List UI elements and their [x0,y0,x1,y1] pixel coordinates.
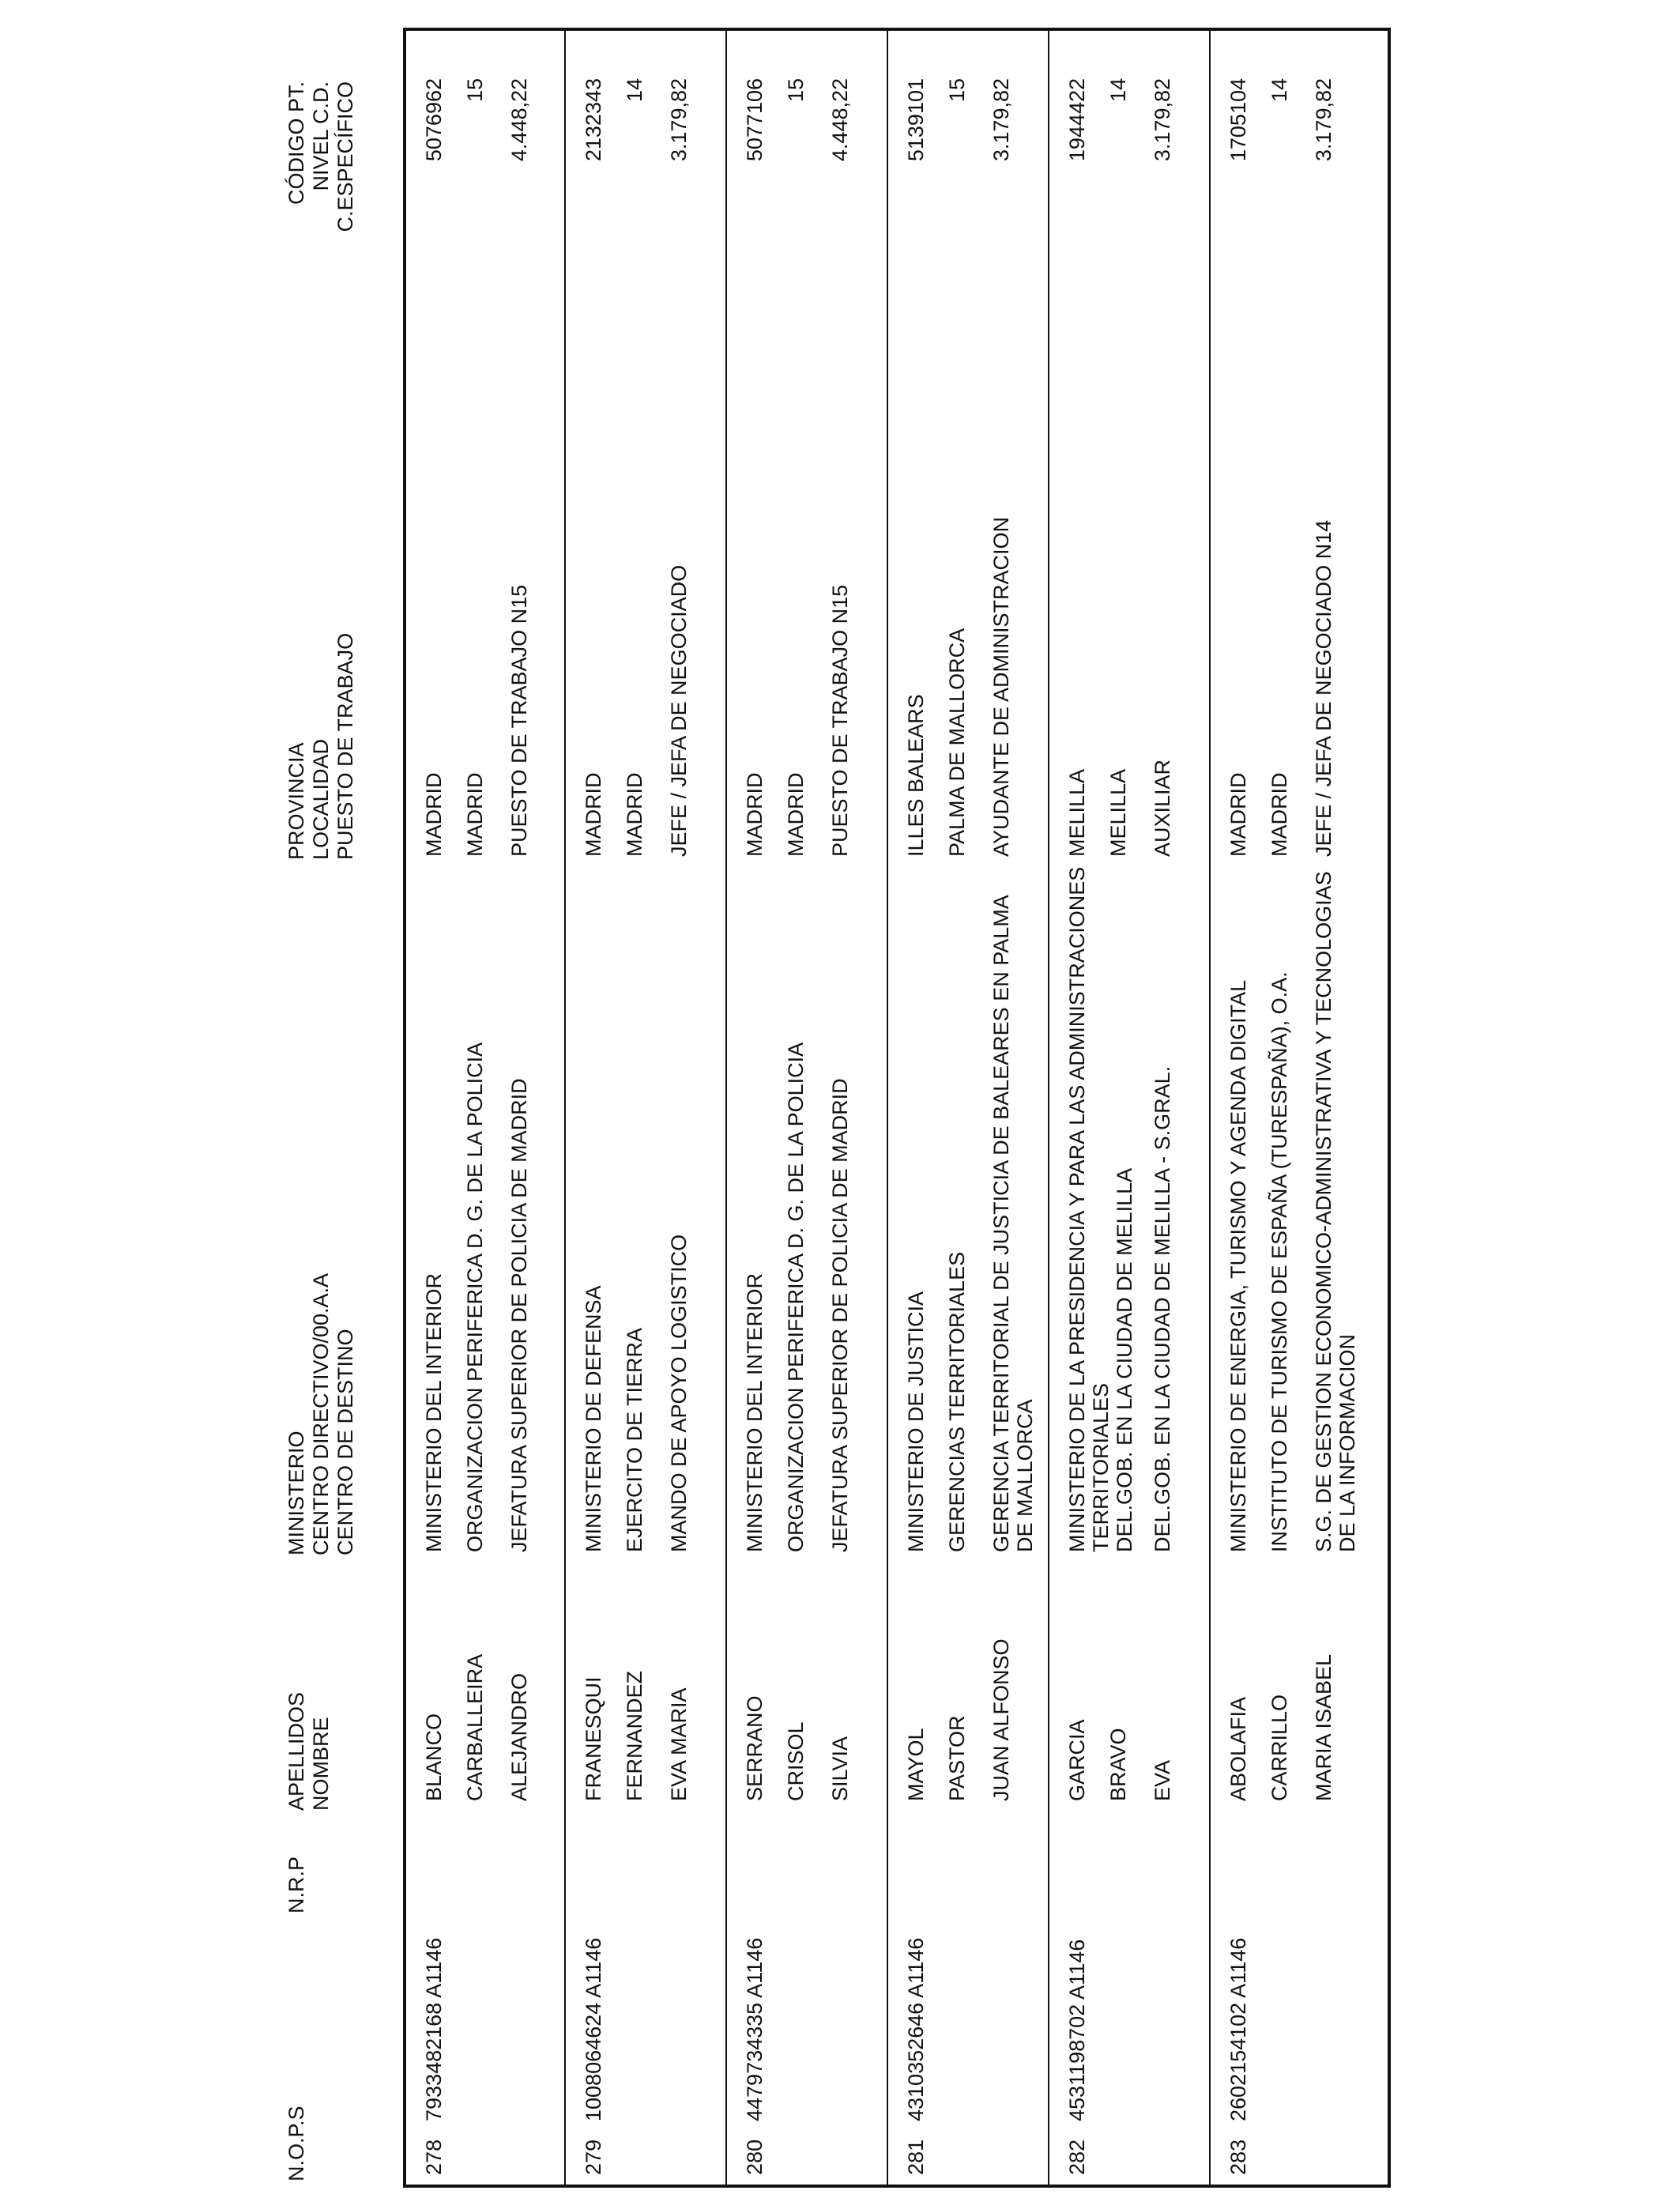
row-ministerio: MINISTERIO DEL INTERIOR [743,1272,767,1552]
row-ministerio: MINISTERIO DE JUSTICIA [904,1291,928,1552]
row-nombre: SILVIA [828,1736,852,1801]
row-centro-destino: GERENCIA TERRITORIAL DE JUSTICIA DE BALEARES EN PALMA DE MALLORCA [989,895,1037,1552]
row-centro-directivo: EJERCITO DE TIERRA [623,1327,646,1552]
row-apellido1: FRANESQUI [582,1676,605,1801]
header-nops [284,2105,309,2181]
row-localidad: PALMA DE MALLORCA [945,628,969,857]
row-provincia: MADRID [582,772,605,857]
row-especifico: 3.179,82 [989,78,1013,162]
row-nivel: 14 [1268,78,1291,103]
row-especifico: 3.179,82 [667,78,691,162]
row-especifico: 4.448,22 [828,78,852,162]
row-codigo: 5076962 [422,78,446,162]
row-ministerio: MINISTERIO DE ENERGIA, TURISMO Y AGENDA DIGITAL [1226,979,1250,1552]
header-codigo-label: CÓDIGO PT. [284,81,308,205]
row-especifico: 3.179,82 [1151,78,1174,162]
row-apellido1: MAYOL [904,1728,928,1801]
row-centro-directivo: GERENCIAS TERRITORIALES [945,1251,969,1552]
row-ministerio: MINISTERIO DE DEFENSA [582,1285,605,1552]
row-centro-destino: S.G. DE GESTION ECONOMICO-ADMINISTRATIVA Y TECNOLOGIAS DE LA INFORMACION [1312,871,1359,1552]
row-nops: 281 [904,2139,928,2175]
row-provincia: MADRID [1226,772,1250,857]
row-puesto: PUESTO DE TRABAJO N15 [507,584,531,857]
row-nrp: 2602154102 A1146 [1226,1937,1250,2121]
header-especifico-label: C.ESPECÍFICO [333,81,357,232]
row-centro-directivo: DEL.GOB. EN LA CIUDAD DE MELILLA [1113,1167,1136,1552]
row-localidad: MADRID [784,772,808,857]
header-nivel-label: NIVEL C.D. [309,81,333,191]
row-centro-destino: MANDO DE APOYO LOGISTICO [667,1234,691,1552]
row-nivel: 14 [623,78,646,103]
row-centro-directivo: ORGANIZACION PERIFERICA D. G. DE LA POLICIA [463,1042,487,1552]
row-puesto: JEFE / JEFA DE NEGOCIADO [667,564,691,857]
row-provincia: MADRID [422,772,446,857]
row-nrp: 1008064624 A1146 [582,1937,605,2121]
row-apellido2: BRAVO [1106,1728,1130,1801]
row-nivel: 15 [784,78,808,103]
row-puesto: PUESTO DE TRABAJO N15 [828,584,852,857]
row-puesto: AUXILIAR [1151,759,1174,857]
row-codigo: 1944422 [1065,78,1089,162]
row-apellido2: CRISOL [784,1721,808,1801]
table-row [1049,31,1207,2185]
row-apellido1: GARCIA [1065,1719,1089,1801]
row-nombre: EVA MARIA [667,1687,691,1801]
header-ministerio [284,1273,358,1555]
row-nombre: JUAN ALFONSO [989,1638,1013,1801]
row-especifico: 3.179,82 [1312,78,1335,162]
row-nops: 282 [1065,2139,1089,2175]
row-nivel: 15 [463,78,487,103]
header-nrp [284,1857,309,1913]
header-apellidos-label: APELLIDOS [284,1691,308,1811]
header-nops-label: N.O.P.S [284,2105,308,2181]
row-apellido1: BLANCO [422,1713,446,1801]
table-row [727,31,885,2185]
row-nrp: 7933482168 A1146 [422,1937,446,2121]
row-nops: 280 [743,2139,767,2175]
header-puesto-label: PUESTO DE TRABAJO [333,632,357,860]
table-row [1211,31,1384,2185]
row-codigo: 1705104 [1226,78,1250,162]
header-nrp-label: N.R.P [284,1856,308,1913]
row-provincia: MELILLA [1065,768,1089,857]
row-nrp: 4310352646 A1146 [904,1937,928,2121]
row-ministerio: MINISTERIO DEL INTERIOR [422,1272,446,1552]
row-apellido2: FERNANDEZ [623,1670,646,1801]
row-apellido2: PASTOR [945,1715,969,1801]
header-provincia [284,633,358,860]
data-table [403,28,1391,2188]
row-nivel: 14 [1106,78,1130,103]
row-localidad: MADRID [1268,772,1291,857]
row-nombre: MARIA ISABEL [1312,1653,1335,1801]
row-puesto: JEFE / JEFA DE NEGOCIADO N14 [1312,519,1335,857]
row-nombre: EVA [1151,1759,1174,1801]
row-nrp: 4479734335 A1146 [743,1937,767,2121]
row-codigo: 5077106 [743,78,767,162]
table-row [566,31,724,2185]
table-row [406,31,564,2185]
row-apellido1: SERRANO [743,1695,767,1801]
header-centro-destino-label: CENTRO DE DESTINO [333,1329,357,1555]
row-apellido2: CARRILLO [1268,1694,1291,1801]
row-nops: 279 [582,2139,605,2175]
row-ministerio: MINISTERIO DE LA PRESIDENCIA Y PARA LAS ADMINISTRACIONES TERRITORIALES [1065,866,1113,1552]
row-codigo: 2132343 [582,78,605,162]
row-especifico: 4.448,22 [507,78,531,162]
header-localidad-label: LOCALIDAD [309,738,333,860]
table-row [888,31,1046,2185]
row-centro-directivo: ORGANIZACION PERIFERICA D. G. DE LA POLICIA [784,1042,808,1552]
row-codigo: 5139101 [904,78,928,162]
header-ministerio-label: MINISTERIO [284,1431,308,1555]
row-centro-destino: JEFATURA SUPERIOR DE POLICIA DE MADRID [828,1078,852,1552]
header-codigo [284,81,358,266]
row-centro-destino: DEL.GOB. EN LA CIUDAD DE MELILLA - S.GRAL. [1151,1065,1174,1552]
row-puesto: AYUDANTE DE ADMINISTRACION [989,516,1013,857]
row-centro-directivo: INSTITUTO DE TURISMO DE ESPAÑA (TURESPAÑA), O.A. [1268,971,1291,1552]
row-nrp: 4531198702 A1146 [1065,1939,1089,2121]
header-apellidos [284,1692,333,1811]
row-nops: 283 [1226,2139,1250,2175]
header-nombre-label: NOMBRE [309,1717,333,1811]
row-nops: 278 [422,2139,446,2175]
header-provincia-label: PROVINCIA [284,742,308,860]
row-apellido2: CARBALLEIRA [463,1653,487,1801]
row-nombre: ALEJANDRO [507,1672,531,1801]
row-localidad: MADRID [623,772,646,857]
row-apellido1: ABOLAFIA [1226,1696,1250,1801]
row-localidad: MELILLA [1106,768,1130,857]
row-nivel: 15 [945,78,969,103]
header-centro-directivo-label: CENTRO DIRECTIVO/00.A.A [309,1272,333,1555]
row-provincia: ILLES BALEARS [904,694,928,857]
row-centro-destino: JEFATURA SUPERIOR DE POLICIA DE MADRID [507,1078,531,1552]
row-localidad: MADRID [463,772,487,857]
row-provincia: MADRID [743,772,767,857]
